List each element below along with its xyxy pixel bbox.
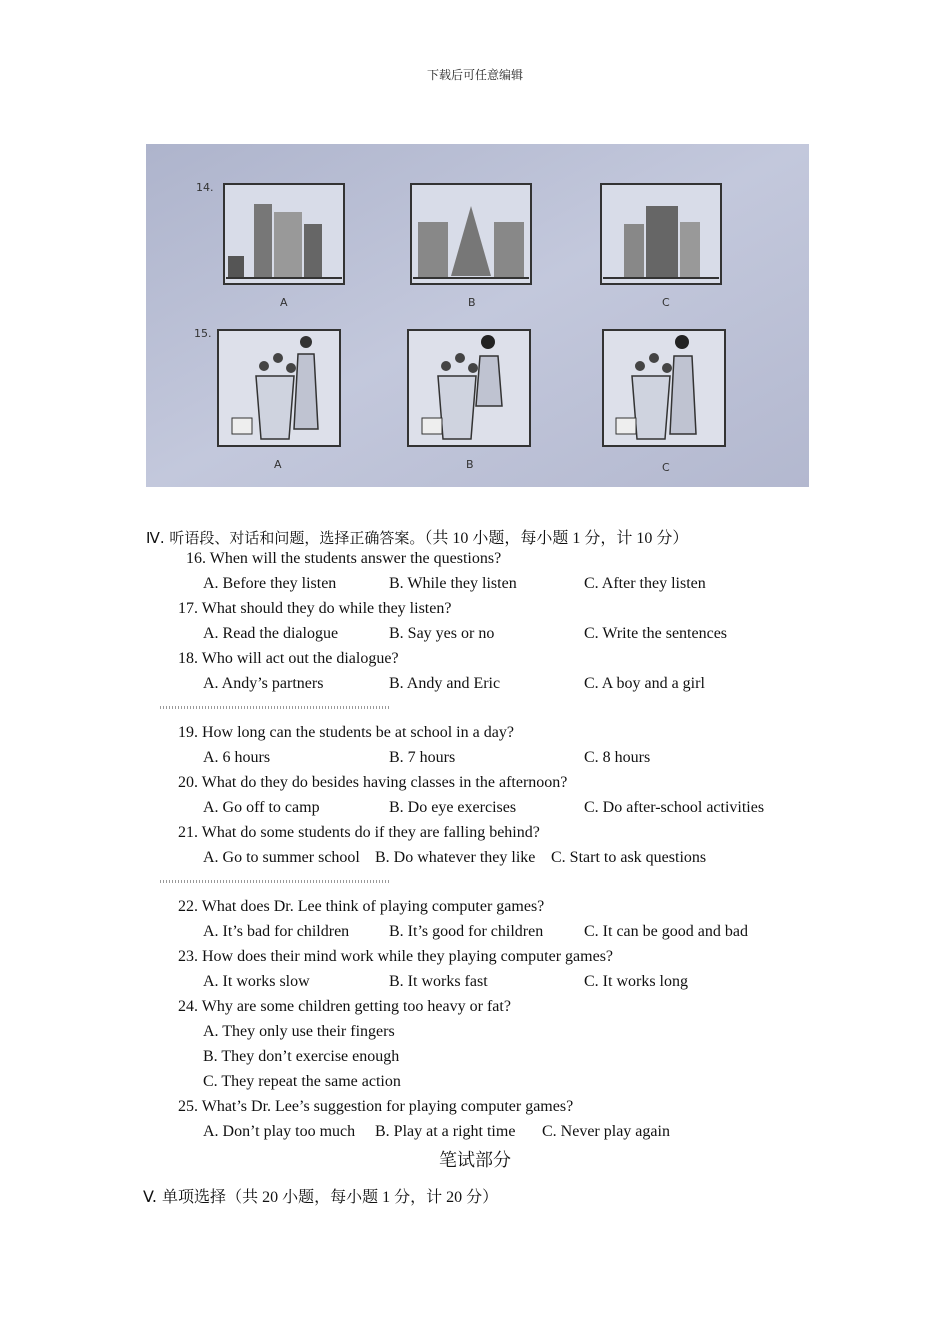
page-header: 下载后可任意编辑 [426,68,523,82]
q18-option-a: A. Andy’s partners [203,675,324,692]
girl-picture-b [408,330,530,446]
q14-number: 14. [196,181,214,194]
building-picture-a [224,184,344,284]
section-5-note: （共 20 小题，每小题 1 分，计 20 分） [226,1189,499,1206]
q16-option-a: A. Before they listen [203,575,337,592]
q23-option-c: C. It works long [584,973,688,990]
q25-option-c: C. Never play again [542,1123,670,1140]
question-19: 19. How long can the students be at school in a day? [178,724,514,741]
q17-option-a: A. Read the dialogue [203,625,339,642]
question-24: 24. Why are some children getting too heavy or fat? [178,998,511,1015]
q20-option-b: B. Do eye exercises [389,799,517,816]
written-part-title: 笔试部分 [439,1150,511,1171]
question-21: 21. What do some students do if they are falling behind? [178,824,540,841]
q16-option-b: B. While they listen [389,575,517,592]
question-17: 17. What should they do while they listen? [178,600,452,617]
section-5-heading [143,1184,498,1207]
q22-option-b: B. It’s good for children [389,923,544,940]
row14-label-b: B [468,296,476,309]
building-picture-c [601,184,721,284]
question-22: 22. What does Dr. Lee think of playing computer games? [178,898,545,915]
section-4-title: Ⅳ. 听语段、对话和问题，选择正确答案。 [146,529,425,547]
q15-number: 15. [194,327,212,340]
question-23: 23. How does their mind work while they playing computer games? [178,948,614,965]
row15-label-a: A [274,458,282,471]
section-4-note: （共 10 小题，每小题 1 分，计 10 分） [424,530,689,547]
q18-option-b: B. Andy and Eric [389,675,501,692]
q25-option-b: B. Play at a right time [375,1123,516,1140]
q25-option-a: A. Don’t play too much [203,1123,356,1140]
q21-option-c: C. Start to ask questions [551,849,707,866]
q23-option-a: A. It works slow [203,973,310,990]
q21-option-b: B. Do whatever they like [375,849,536,866]
section-4-heading [146,525,688,548]
q19-option-c: C. 8 hours [584,749,651,766]
row15-label-b: B [466,458,474,471]
question-18: 18. Who will act out the dialogue? [178,650,399,667]
q19-option-a: A. 6 hours [203,749,271,766]
separator-dots [160,706,390,709]
row15-label-c: C [662,461,670,474]
q24-option-a: A. They only use their fingers [203,1023,395,1040]
row14-label-a: A [280,296,288,309]
q17-option-c: C. Write the sentences [584,625,728,642]
q21-option-a: A. Go to summer school [203,849,360,866]
q18-option-c: C. A boy and a girl [584,675,705,692]
listening-pictures-photo [146,144,809,487]
question-16: 16. When will the students answer the questions? [186,550,502,567]
q19-option-b: B. 7 hours [389,749,456,766]
question-25: 25. What’s Dr. Lee’s suggestion for playing computer games? [178,1098,574,1115]
girl-picture-c [603,330,725,446]
q22-option-a: A. It’s bad for children [203,923,350,940]
q24-option-b: B. They don’t exercise enough [203,1048,400,1065]
q17-option-b: B. Say yes or no [389,625,495,642]
girl-picture-a [218,330,340,446]
row14-label-c: C [662,296,670,309]
q24-option-c: C. They repeat the same action [203,1073,401,1090]
question-20: 20. What do they do besides having classes in the afternoon? [178,774,568,791]
q20-option-c: C. Do after-school activities [584,799,765,816]
q23-option-b: B. It works fast [389,973,488,990]
section-5-title: V. 单项选择 [143,1187,227,1206]
building-picture-b [411,184,531,284]
q22-option-c: C. It can be good and bad [584,923,748,940]
q16-option-c: C. After they listen [584,575,706,592]
separator-dots [160,880,390,883]
q20-option-a: A. Go off to camp [203,799,320,816]
